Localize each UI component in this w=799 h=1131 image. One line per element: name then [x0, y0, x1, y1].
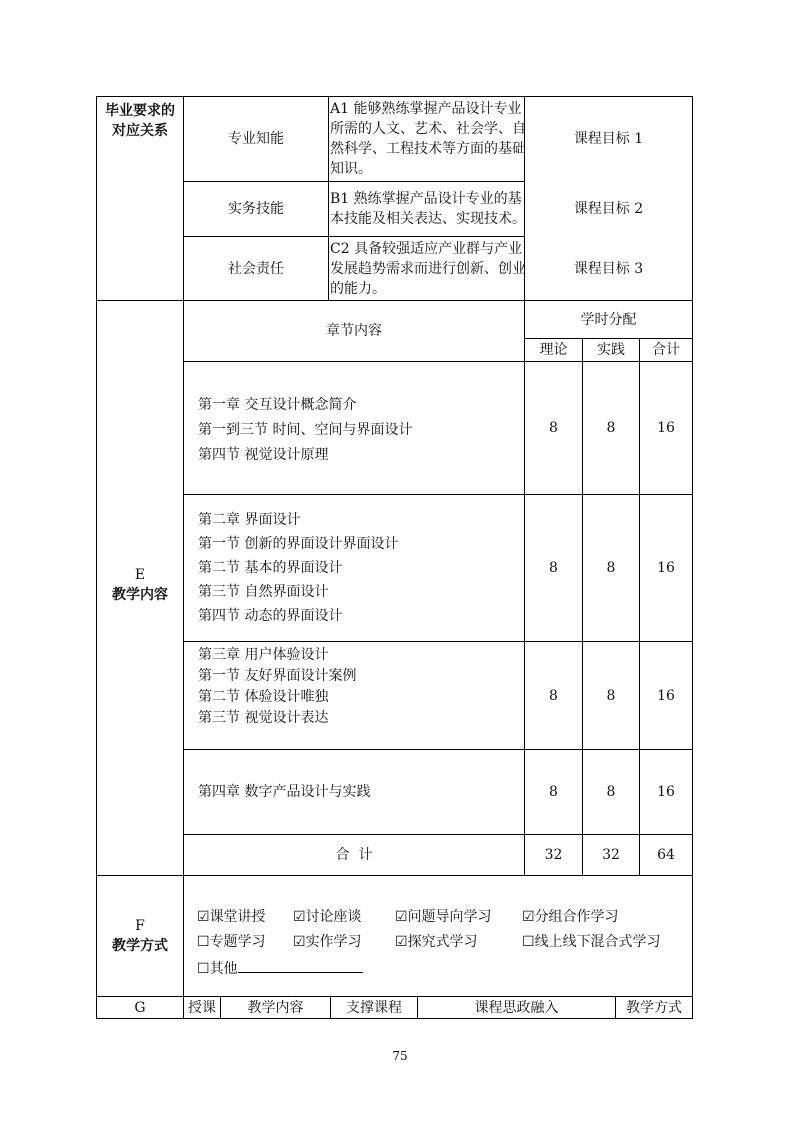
- graduation-row-1-goal: 课程目标 1: [573, 131, 644, 147]
- method-lecture-checkbox[interactable]: ☑课堂讲授: [197, 909, 266, 925]
- section-g-col-method: 教学方式: [626, 999, 682, 1016]
- checkbox-icon: ☑: [522, 909, 535, 925]
- method-other-checkbox[interactable]: ☐其他: [197, 957, 363, 979]
- method-topic-study-checkbox[interactable]: ☐专题学习: [197, 934, 266, 950]
- chapter-3-theory: 8: [549, 687, 558, 704]
- content-section-label: E 教学内容: [112, 567, 168, 603]
- sum-total: 64: [657, 847, 675, 863]
- chapter-3-practice: 8: [606, 687, 616, 704]
- graduation-row-2-category: 实务技能: [228, 201, 284, 217]
- page-number: 75: [392, 1049, 408, 1063]
- checkbox-icon: ☑: [293, 934, 306, 950]
- section-g-col-ideology: 课程思政融入: [474, 999, 559, 1016]
- chapter-4-content: 第四章 数字产品设计与实践: [198, 784, 371, 800]
- graduation-row-3-description: C2 具备较强适应产业群与产业 发展趋势需求而进行创新、创业 的能力。: [330, 240, 526, 297]
- graduation-section-label: 毕业要求的 对应关系: [105, 103, 175, 139]
- method-discussion-checkbox[interactable]: ☑讨论座谈: [293, 909, 362, 925]
- chapter-1-total: 16: [657, 420, 675, 436]
- method-inquiry-checkbox[interactable]: ☑探究式学习: [395, 934, 478, 950]
- chapter-2-content: 第二章 界面设计 第一节 创新的界面设计界面设计 第二节 基本的界面设计 第三节 自然界面设计 第四节 动态的界面设计: [198, 512, 399, 624]
- chapter-1-practice: 8: [606, 420, 616, 436]
- checkbox-icon: ☑: [197, 909, 210, 925]
- chapter-1-theory: 8: [549, 420, 558, 436]
- practice-header: 实践: [597, 342, 625, 358]
- chapter-2-total: 16: [657, 560, 675, 576]
- theory-header: 理论: [539, 342, 568, 358]
- graduation-row-3-category: 社会责任: [228, 260, 284, 277]
- method-group-collab-checkbox[interactable]: ☑分组合作学习: [522, 909, 619, 925]
- graduation-row-2-goal: 课程目标 2: [573, 201, 644, 217]
- chapter-3-total: 16: [657, 687, 675, 704]
- section-g-col-lesson: 授课: [188, 999, 216, 1016]
- sum-practice: 32: [602, 847, 620, 863]
- checkbox-icon: ☐: [197, 961, 210, 977]
- graduation-row-1-description: A1 能够熟练掌握产品设计专业 所需的人文、艺术、社会学、自 然科学、工程技术等方面的基础 知识。: [330, 101, 526, 177]
- chapter-4-practice: 8: [606, 784, 616, 800]
- sum-label: 合 计: [335, 847, 373, 863]
- graduation-row-1-category: 专业知能: [228, 131, 284, 147]
- graduation-row-3-goal: 课程目标 3: [573, 260, 644, 277]
- hours-header: 学时分配: [580, 311, 637, 328]
- method-practice-study-checkbox[interactable]: ☑实作学习: [293, 934, 362, 950]
- methods-section-label: F 教学方式: [112, 918, 168, 954]
- sum-theory: 32: [544, 847, 563, 863]
- checkbox-icon: ☑: [395, 909, 408, 925]
- section-g-col-support: 支撑课程: [346, 999, 402, 1016]
- chapter-3-content: 第三章 用户体验设计 第一节 友好界面设计案例 第二节 体验设计唯独 第三节 视觉设计表达: [198, 647, 357, 726]
- method-problem-based-checkbox[interactable]: ☑问题导向学习: [395, 909, 492, 925]
- chapter-2-theory: 8: [549, 560, 558, 576]
- section-g-col-content: 教学内容: [247, 999, 304, 1016]
- chapter-4-theory: 8: [549, 784, 558, 800]
- total-header: 合计: [652, 342, 680, 358]
- checkbox-icon: ☑: [395, 934, 408, 950]
- chapter-header: 章节内容: [326, 323, 382, 339]
- chapter-4-total: 16: [657, 784, 675, 800]
- method-blended-checkbox[interactable]: ☐线上线下混合式学习: [522, 934, 661, 950]
- chapter-1-content: 第一章 交互设计概念简介 第一到三节 时间、空间与界面设计 第四节 视觉设计原理: [198, 396, 413, 463]
- section-g-label: G: [134, 999, 146, 1016]
- checkbox-icon: ☐: [522, 934, 535, 950]
- graduation-row-2-description: B1 熟练掌握产品设计专业的基 本技能及相关表达、实现技术。: [330, 191, 526, 227]
- checkbox-icon: ☑: [293, 909, 306, 925]
- checkbox-icon: ☐: [197, 934, 210, 950]
- other-blank-field[interactable]: [238, 957, 363, 973]
- chapter-2-practice: 8: [606, 560, 616, 576]
